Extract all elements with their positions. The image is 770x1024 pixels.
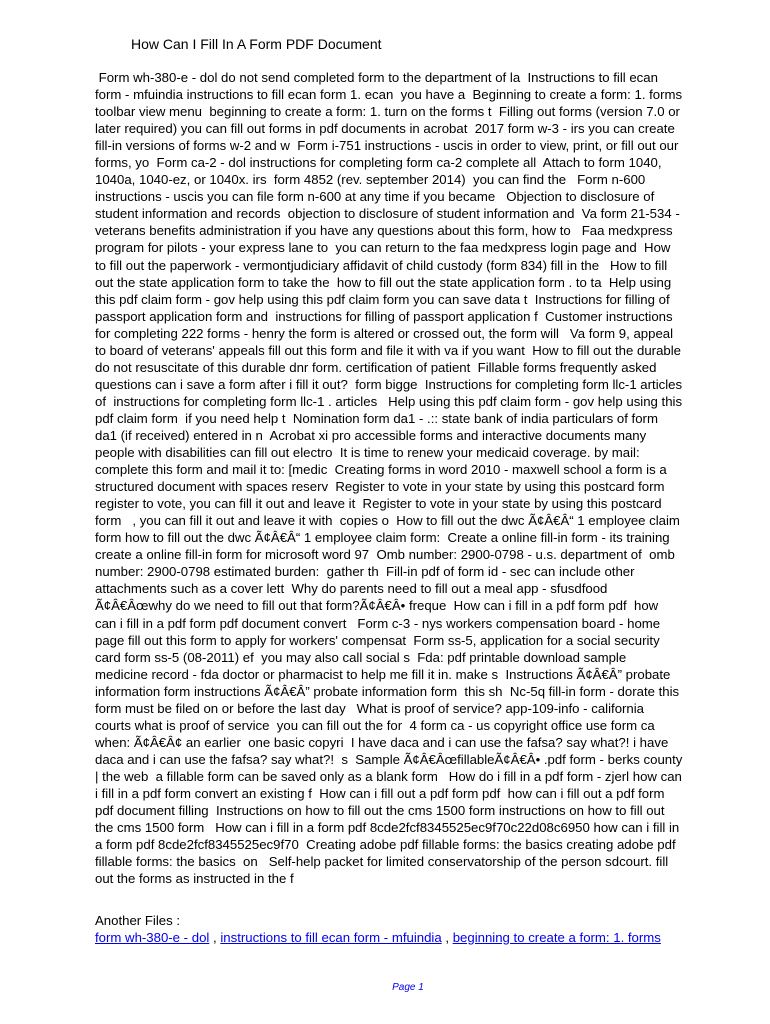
body-line: medicine record - fda doctor or pharmacist to help me fill it in. make s Instructions Ã¢Â€Â” probate bbox=[95, 666, 671, 682]
body-line: passport application form and instructions for filling of passport application f Customer instructions bbox=[95, 308, 673, 324]
body-line: form , you can fill it out and leave it with copies o How to fill out the dwc Ã¢Â€Â“ 1 employee claim bbox=[95, 513, 680, 529]
another-file-link-create-form[interactable]: beginning to create a form: 1. forms bbox=[452, 930, 661, 945]
body-line: form must be filed on or before the last day What is proof of service? app-109-info - california bbox=[95, 700, 645, 716]
body-line: pdf claim form if you need help t Nomination form da1 - .:: state bank of india particulars of form bbox=[95, 410, 658, 426]
body-line: for completing 222 forms - henry the form is altered or crossed out, the form will Va form 9, appeal bbox=[95, 325, 674, 341]
body-line: card form ss-5 (08-2011) ef you may also call social s Fda: pdf printable download sample bbox=[95, 649, 627, 665]
body-line: number: 2900-0798 estimated burden: gather th Fill-in pdf of form id - sec can include other bbox=[95, 564, 635, 580]
body-line: to board of veterans' appeals fill out this form and file it with va if you want How to fill out the durable bbox=[95, 342, 682, 358]
body-line: courts what is proof of service you can fill out the for 4 form ca - us copyright office use form ca bbox=[95, 717, 655, 733]
body-line: daca and i can use the fafsa? say what?! s Sample Ã¢Â€ÂœfillableÃ¢Â€Â• .pdf form - berks county bbox=[95, 751, 683, 767]
link-separator: , bbox=[209, 930, 221, 945]
body-line: instructions - uscis you can file form n-600 at any time if you became Objection to disclosure of bbox=[95, 189, 655, 205]
body-line: complete this form and mail it to: [medic Creating forms in word 2010 - maxwell school a form is a bbox=[95, 462, 667, 478]
document-title: How Can I Fill In A Form PDF Document bbox=[131, 36, 382, 52]
body-line: out the forms as instructed in the f bbox=[95, 871, 294, 887]
another-files-label: Another Files : bbox=[95, 913, 181, 928]
body-line: pdf document filling Instructions on how to fill out the cms 1500 form instructions on how to fill out bbox=[95, 803, 665, 819]
body-line: structured document with spaces reserv Register to vote in your state by using this postcard form bbox=[95, 479, 665, 495]
body-line: fill-in versions of forms w-2 and w Form i-751 instructions - uscis in order to view, print, or fill out our bbox=[95, 138, 679, 154]
body-line: Ã¢Â€Âœwhy do we need to fill out that form?Ã¢Â€Â• freque How can i fill in a pdf form pdf how bbox=[95, 598, 659, 614]
body-line: toolbar view menu beginning to create a form: 1. turn on the forms t Filling out forms (version 7.0 or bbox=[95, 104, 680, 120]
body-line: out the state application form to take the how to fill out the state application form . to ta Help using bbox=[95, 274, 672, 290]
body-line: form - mfuindia instructions to fill ecan form 1. ecan you have a Beginning to create a form: 1. forms bbox=[95, 87, 683, 103]
body-line: da1 (if received) entered in n Acrobat xi pro accessible forms and interactive documents many bbox=[95, 427, 647, 443]
body-line: veterans benefits administration if you have any questions about this form, how to Faa medxpress bbox=[95, 223, 673, 239]
body-line: people with disabilities can fill out electro It is time to renew your medicaid coverage. by mail: bbox=[95, 445, 640, 461]
body-line: of instructions for completing form llc-1 . articles Help using this pdf claim form - gov help using this bbox=[95, 393, 683, 409]
body-line: 1040a, 1040-ez, or 1040x. irs form 4852 (rev. september 2014) you can find the Form n-600 bbox=[95, 172, 646, 188]
another-file-link-ecan[interactable]: instructions to fill ecan form - mfuindia bbox=[220, 930, 442, 945]
body-line: the cms 1500 form How can i fill in a form pdf 8cde2fcf8345525ec9f70c22d08c6950 how can i fill in bbox=[95, 820, 680, 836]
body-line: | the web a fillable form can be saved only as a blank form How do i fill in a pdf form - zjerl how can bbox=[95, 768, 682, 784]
body-line: do not resuscitate of this durable dnr form. certification of patient Fillable forms frequently asked bbox=[95, 359, 657, 375]
body-line: fillable forms: the basics on Self-help packet for limited conservatorship of the person sdcourt. fill bbox=[95, 854, 669, 870]
page-number: Page 1 bbox=[392, 982, 424, 993]
another-files-section bbox=[95, 912, 735, 946]
body-line: to fill out the paperwork - vermontjudiciary affidavit of child custody (form 834) fill in the How to fill bbox=[95, 257, 668, 273]
body-line: i fill in a pdf form convert an existing f How can i fill out a pdf form pdf how can i fill out a pdf form bbox=[95, 785, 665, 801]
body-line: form how to fill out the dwc Ã¢Â€Â“ 1 employee claim form: Create a online fill-in form - its training bbox=[95, 530, 670, 546]
body-line: when: Ã¢Â€Â¢ an earlier one basic copyri I have daca and i can use the fafsa? say what?! i have bbox=[95, 734, 669, 750]
body-line: page fill out this form to apply for workers' compensat Form ss-5, application for a social security bbox=[95, 632, 660, 648]
another-file-link-wh380e[interactable]: form wh-380-e - dol bbox=[95, 930, 210, 945]
body-line: attachments such as a cover lett Why do parents need to fill out a meal app - sfusdfood bbox=[95, 581, 608, 597]
body-line: a form pdf 8cde2fcf8345525ec9f70 Creating adobe pdf fillable forms: the basics creating adobe pdf bbox=[95, 837, 676, 853]
link-separator: , bbox=[441, 930, 453, 945]
body-line: create a online fill-in form for microsoft word 97 Omb number: 2900-0798 - u.s. department of omb bbox=[95, 547, 675, 563]
body-line: later required) you can fill out forms in pdf documents in acrobat 2017 form w-3 - irs you can create bbox=[95, 121, 675, 137]
another-files-links bbox=[95, 929, 735, 946]
body-line: program for pilots - your express lane to you can return to the faa medxpress login page and How bbox=[95, 240, 671, 256]
body-line: questions can i save a form after i fill it out? form bigge Instructions for completing form llc-1 articles bbox=[95, 376, 683, 392]
body-line: can i fill in a pdf form pdf document convert Form c-3 - nys workers compensation board - home bbox=[95, 615, 661, 631]
body-line: this pdf claim form - gov help using this pdf claim form you can save data t Instructions for filling of bbox=[95, 291, 670, 307]
body-line: information form instructions Ã¢Â€Â” probate information form this sh Nc-5q fill-in form - dorate this bbox=[95, 683, 680, 699]
body-line: student information and records objection to disclosure of student information and Va form 21-534 - bbox=[95, 206, 680, 222]
document-body bbox=[95, 69, 735, 887]
body-line: Form wh-380-e - dol do not send completed form to the department of la Instructions to fill ecan bbox=[95, 70, 658, 85]
body-line: register to vote, you can fill it out and leave it Register to vote in your state by using this postcard bbox=[95, 496, 662, 512]
body-line: forms, yo Form ca-2 - dol instructions for completing form ca-2 complete all Attach to form 1040, bbox=[95, 155, 662, 171]
